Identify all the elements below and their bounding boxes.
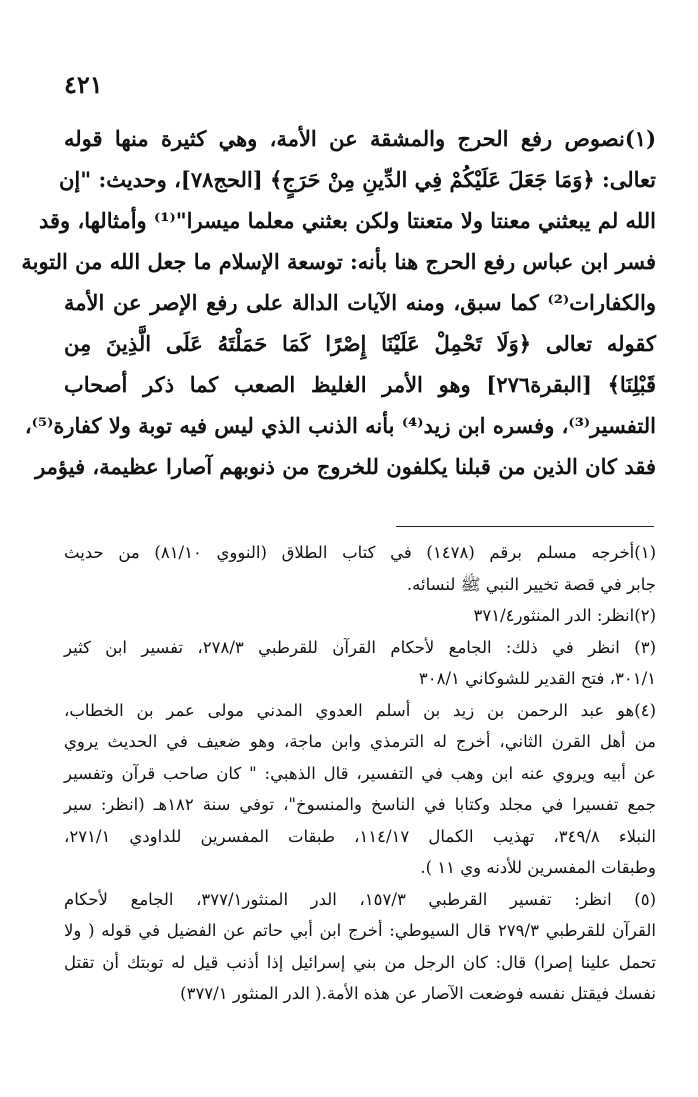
footnote-line: النبلاء ٣٤٩/٨، تهذيب الكمال ١١٤/١٧، طبقات المفسرين للداودي ٢٧١/١، <box>64 826 657 846</box>
main-text-line: والكفارات⁽²⁾ كما سبق، ومنه الآيات الدالة على رفع الإصر عن الأمة <box>64 290 656 315</box>
footnote-line: نفسك فيقتل نفسه فوضعت الآصار عن هذه الأمة.( الدر المنثور ٣٧٧/١) <box>180 984 656 1003</box>
footnotes <box>64 537 656 1010</box>
footnote-line: جمع تفسيرا في مجلد وكتابا في الناسخ والمنسوخ"، توفي سنة ١٨٢هـ (انظر: سير <box>64 795 656 814</box>
main-text-line: التفسير⁽³⁾، وفسره ابن زيد⁽⁴⁾ بأنه الذنب الذي ليس فيه توبة ولا كفارة⁽⁵⁾، <box>24 413 656 438</box>
main-text-line: فقد كان الذين من قبلنا يكلفون للخروج من ذنوبهم آصارا عظيمة، فيؤمر <box>35 454 656 479</box>
main-text-line: قَبْلِنَا﴾ [البقرة٢٧٦] وهو الأمر الغليظ الصعب كما ذكر أصحاب <box>64 372 656 397</box>
footnote-line: تحمل علينا إصرا) قال: كان الرجل من بني إسرائيل إذا أذنب قيل له توبتك أن تقتل <box>64 952 656 972</box>
page-number: ٤٢١ <box>64 70 103 99</box>
footnote-line: (٣) انظر في ذلك: الجامع لأحكام القرآن للقرطبي ٢٧٨/٣، تفسير ابن كثير <box>64 637 656 657</box>
footnote-line: (١)أخرجه مسلم برقم (١٤٧٨) في كتاب الطلاق (النووي ٨١/١٠) من حديث <box>64 543 657 562</box>
footnote-line: من أهل القرن الثاني، أخرج له الترمذي وابن ماجة، وهو ضعيف في الحديث يروي <box>64 732 656 751</box>
main-text <box>21 118 656 487</box>
main-text-line: كقوله تعالى ﴿وَلَا تَحْمِلْ عَلَيْنَا إِصْرًا كَمَا حَمَلْتَهُ عَلَى الَّذِينَ مِن <box>64 331 656 356</box>
footnote-line: وطبقات المفسرين للأدنه وي ١١ ). <box>420 858 656 877</box>
footnote-line: ٣٠١/١، فتح القدير للشوكاني ٣٠٨/١ <box>418 669 656 688</box>
footnote-line: (٥) انظر: تفسير القرطبي ١٥٧/٣، الدر المنثور٣٧٧/١، الجامع لأحكام <box>64 889 656 909</box>
footnote-divider <box>396 526 654 527</box>
footnote-line: القرآن للقرطبي ٢٧٩/٣ قال السيوطي: أخرج ابن أبي حاتم عن الفضيل في قوله ( ولا <box>64 921 656 940</box>
main-text-line: تعالى: ﴿وَمَا جَعَلَ عَلَيْكُمْ فِي الدِّينِ مِنْ حَرَجٍ﴾ [الحج٧٨]، وحديث: "إن <box>58 167 656 192</box>
main-text-line: (١)نصوص رفع الحرج والمشقة عن الأمة، وهي كثيرة منها قوله <box>64 126 656 151</box>
footnote-line: (٤)هو عبد الرحمن بن زيد بن أسلم العدوي المدني مولى عمر بن الخطاب، <box>64 700 656 720</box>
main-text-line: الله لم يبعثني معنتا ولا متعنتا ولكن بعثني معلما ميسرا"⁽¹⁾ وأمثالها، وقد <box>38 208 656 233</box>
footnote-line: (٢)انظر: الدر المنثور٣٧١/٤ <box>473 606 656 625</box>
footnote-line: عن أبيه ويروي عنه ابن وهب في التفسير، قال الذهبي: " كان صاحب قرآن وتفسير <box>64 763 656 783</box>
footnote-line: جابر في قصة تخيير النبي ﷺ لنسائه. <box>406 574 656 594</box>
main-text-line: فسر ابن عباس رفع الحرج هنا بأنه: توسعة الإسلام ما جعل الله من التوبة <box>21 249 656 274</box>
